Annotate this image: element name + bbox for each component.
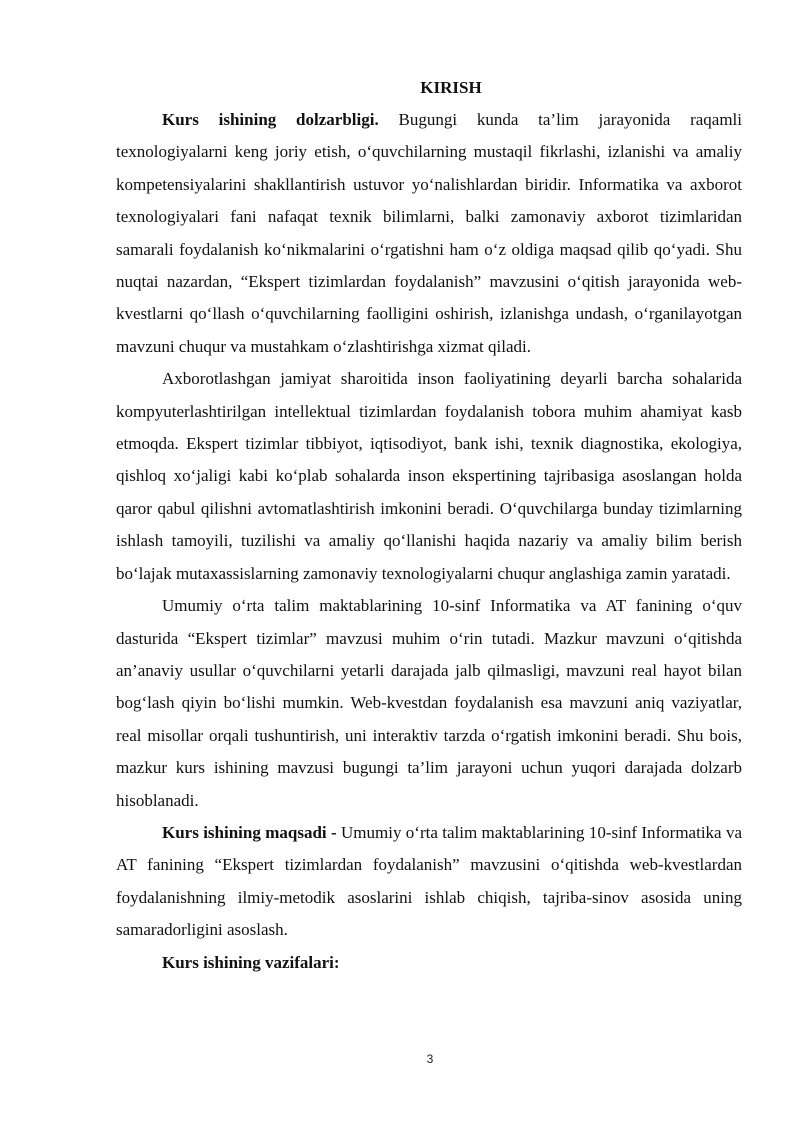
document-page — [116, 72, 742, 979]
paragraph-goal — [116, 817, 742, 947]
paragraph-body-relevance: Bugungi kunda ta’lim jarayonida raqamli texnologiyalarni keng joriy etish, o‘quvchilarning mustaqil fikrlashi, izlanishi va amaliy kompetensiyalarini shakllantirish ustuvor yo‘nalishlardan biridir. Informatika va axborot texnologiyalari fani nafaqat texnik bilimlarni, balki zamonaviy axborot tizimlaridan samarali foydalanish ko‘nikmalarini o‘rgatishni ham o‘z oldiga maqsad qilib qo‘yadi. Shu nuqtai nazardan, “Ekspert tizimlardan foydalanish” mavzusini o‘qitish jarayonida web-kvestlarni qo‘llash o‘quvchilarning faolligini oshirish, izlanishga undash, o‘rganilayotgan mavzuni chuqur va mustahkam o‘zlashtirishga xizmat qiladi. — [116, 110, 742, 356]
paragraph-heading-relevance: Kurs ishining dolzarbligi. — [162, 110, 379, 129]
paragraph-relevance — [116, 104, 742, 363]
paragraph-curriculum: Umumiy o‘rta talim maktablarining 10-sinf Informatika va AT fanining o‘quv dasturida “Ekspert tizimlar” mavzusi muhim o‘rin tutadi. Mazkur mavzuni o‘qitishda an’anaviy usullar o‘quvchilarni yetarli darajada jalb qilmasligi, mavzuni real hayot bilan bog‘lash qiyin bo‘lishi mumkin. Web-kvestdan foydalanish esa mavzuni aniq vaziyatlar, real misollar orqali tushuntirish, uni interaktiv tarzda o‘rgatish imkonini beradi. Shu bois, mazkur kurs ishining mavzusi bugungi ta’lim jarayoni uchun yuqori darajada dolzarb hisoblanadi. — [116, 596, 742, 810]
section-title: KIRISH — [420, 78, 482, 97]
page-number: 3 — [426, 1052, 434, 1066]
paragraph-heading-tasks: Kurs ishining vazifalari: — [162, 952, 340, 972]
paragraph-body-goal: Umumiy o‘rta talim maktablarining 10-sinf Informatika va AT fanining “Ekspert tizimlardan foydalanish” mavzusini o‘qitishda web-kvestlardan foydalanishning ilmiy-metodik asoslarini ishlab chiqish, tajriba-sinov asosida uning samaradorligini asoslash. — [116, 822, 742, 940]
paragraph-information-society: Axborotlashgan jamiyat sharoitida inson faoliyatining deyarli barcha sohalarida kompyuterlashtirilgan intellektual tizimlardan foydalanish tobora muhim ahamiyat kasb etmoqda. Ekspert tizimlar tibbiyot, iqtisodiyot, bank ishi, texnik diagnostika, ekologiya, qishloq xo‘jaligi kabi ko‘plab sohalarda inson ekspertining tajribasiga asoslangan holda qaror qabul qilishni avtomatlashtirish imkonini beradi. O‘quvchilarga bunday tizimlarning ishlash tamoyili, tuzilishi va amaliy qo‘llanishi haqida nazariy va amaliy bilim berish bo‘lajak mutaxassislarning zamonaviy texnologiyalarni chuqur anglashiga zamin yaratadi. — [116, 369, 742, 583]
paragraph-tasks — [116, 947, 742, 979]
paragraph-heading-goal: Kurs ishining maqsadi - — [162, 822, 337, 842]
